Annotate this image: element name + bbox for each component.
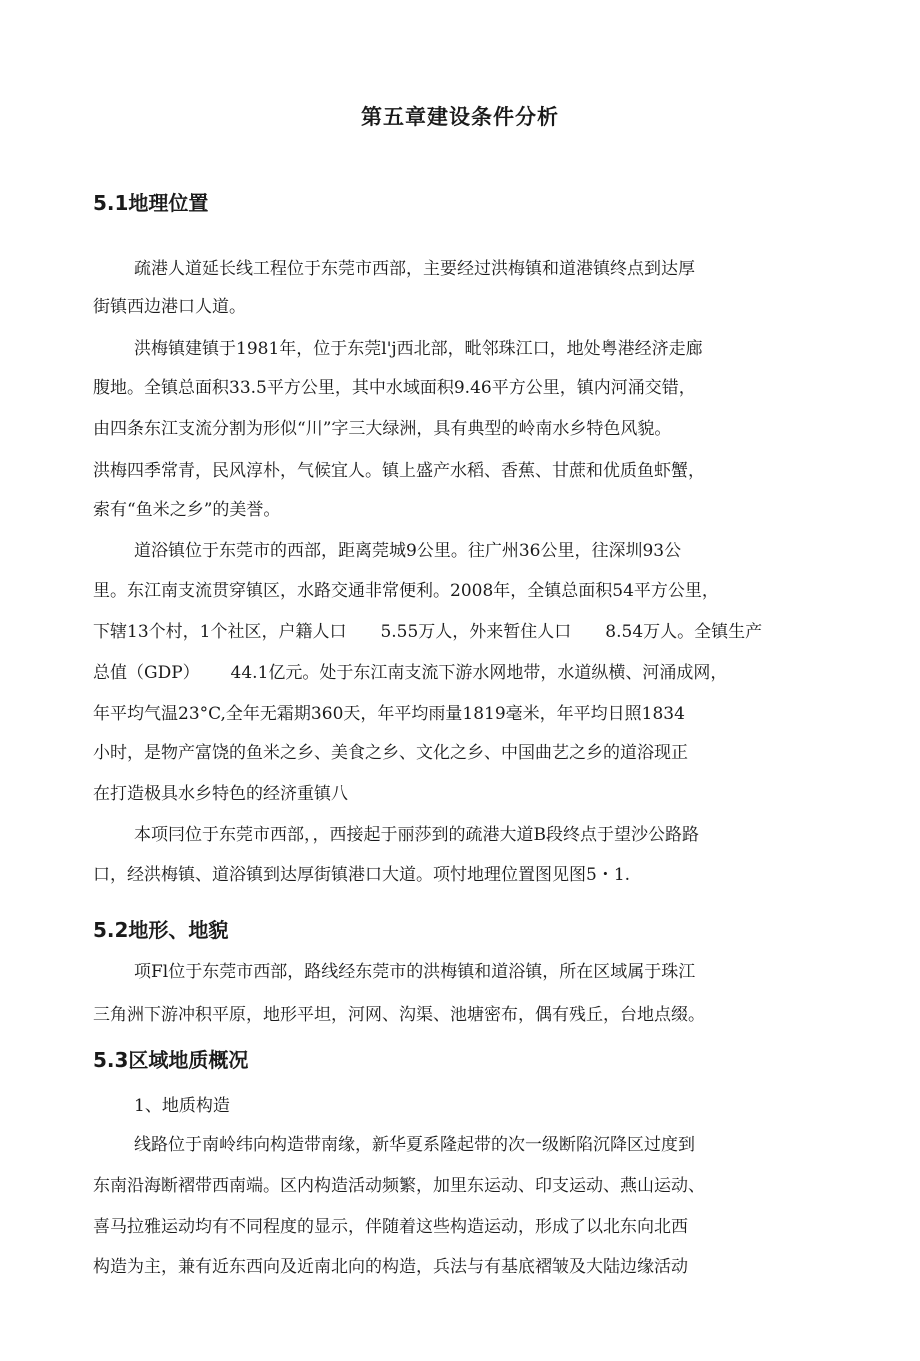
paragraph-line: 小时，是物产富饶的鱼米之乡、美食之乡、文化之乡、中国曲艺之乡的道浴现正 bbox=[93, 743, 688, 763]
paragraph-line: 在打造极具水乡特色的经济重镇八 bbox=[93, 784, 348, 804]
subsection-heading: 1、地质构造 bbox=[134, 1096, 230, 1116]
section-heading-5-3: 5.3区域地质概况 bbox=[93, 1048, 249, 1072]
paragraph-line: 疏港人道延长线工程位于东莞市西部，主要经过洪梅镇和道港镇终点到达厚 bbox=[134, 259, 695, 279]
paragraph-line: 总值（GDP） 44.1亿元。处于东江南支流下游水网地带，水道纵横、河涌成网， bbox=[93, 663, 728, 683]
paragraph-line: 项Fl位于东莞市西部，路线经东莞市的洪梅镇和道浴镇，所在区域属于珠江 bbox=[134, 962, 696, 982]
page-title: 第五章建设条件分析 bbox=[361, 105, 559, 129]
paragraph-line: 本项冃位于东莞市西部，，西接起于丽莎到的疏港大道B段终点于望沙公路路 bbox=[134, 825, 699, 845]
paragraph-line: 下辖13个村，1个社区，户籍人口 5.55万人，外来暂住人口 8.54万人。全镇生产 bbox=[93, 622, 763, 642]
paragraph-line: 年平均气温23°C,全年无霜期360天，年平均雨量1819毫米，年平均日照1834 bbox=[93, 704, 685, 724]
paragraph-line: 洪梅镇建镇于1981年，位于东莞l'j西北部，毗邻珠江口，地处粤港经济走廊 bbox=[134, 339, 703, 359]
section-heading-5-1: 5.1地理位置 bbox=[93, 191, 209, 215]
paragraph-line: 里。东江南支流贯穿镇区，水路交通非常便利。2008年，全镇总面积54平方公里， bbox=[93, 581, 719, 601]
paragraph-line: 腹地。全镇总面积33.5平方公里，其中水域面积9.46平方公里，镇内河涌交错， bbox=[93, 378, 696, 398]
paragraph-line: 口，经洪梅镇、道浴镇到达厚街镇港口大道。项忖地理位置图见图5・1. bbox=[93, 865, 631, 885]
paragraph-line: 街镇西边港口人道。 bbox=[93, 297, 246, 317]
paragraph-line: 喜马拉雅运动均有不同程度的显示，伴随着这些构造运动，形成了以北东向北西 bbox=[93, 1217, 688, 1237]
paragraph-line: 由四条东江支流分割为形似“川”字三大绿洲，具有典型的岭南水乡特色风貌。 bbox=[93, 419, 672, 439]
paragraph-line: 东南沿海断褶带西南端。区内构造活动频繁，加里东运动、印支运动、燕山运动、 bbox=[93, 1176, 705, 1196]
paragraph-line: 道浴镇位于东莞市的西部，距离莞城9公里。往广州36公里，往深圳93公 bbox=[134, 541, 682, 561]
paragraph-line: 索有“鱼米之乡”的美誉。 bbox=[93, 500, 281, 520]
paragraph-line: 洪梅四季常青，民风淳朴，气候宜人。镇上盛产水稻、香蕉、甘蔗和优质鱼虾蟹， bbox=[93, 461, 705, 481]
section-heading-5-2: 5.2地形、地貌 bbox=[93, 918, 229, 942]
paragraph-line: 构造为主，兼有近东西向及近南北向的构造，兵法与有基底褶皱及大陆边缘活动 bbox=[93, 1257, 688, 1277]
paragraph-line: 三角洲下游冲积平原，地形平坦，河网、沟渠、池塘密布，偶有残丘，台地点缀。 bbox=[93, 1005, 705, 1025]
paragraph-line: 线路位于南岭纬向构造带南缘，新华夏系隆起带的次一级断陷沉降区过度到 bbox=[134, 1135, 695, 1155]
